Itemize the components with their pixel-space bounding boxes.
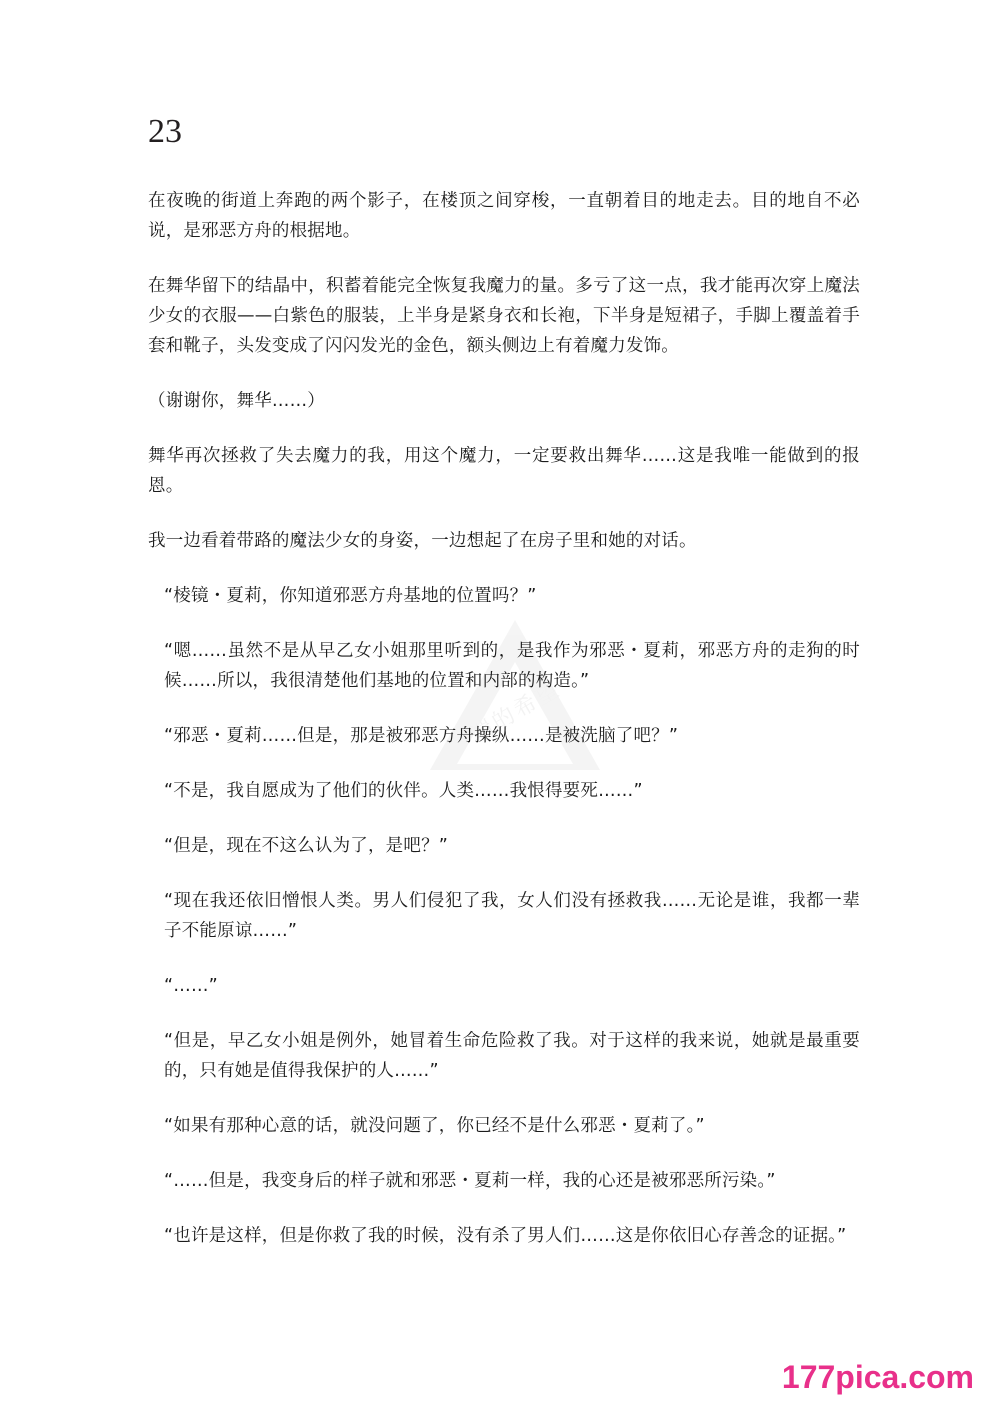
paragraph: 在夜晚的街道上奔跑的两个影子，在楼顶之间穿梭，一直朝着目的地走去。目的地自不必说，是邪恶方舟的根据地。	[148, 191, 860, 241]
site-brand: 177pica.com	[781, 1359, 974, 1395]
paragraph: “但是，现在不这么认为了，是吧？”	[164, 836, 449, 856]
watermark-label: 端的希望	[466, 676, 566, 749]
paragraph: “棱镜・夏莉，你知道邪恶方舟基地的位置吗？”	[164, 586, 537, 606]
paragraph: 在舞华留下的结晶中，积蓄着能完全恢复我魔力的量。多亏了这一点，我才能再次穿上魔法少女的衣服——白紫色的服装，上半身是紧身衣和长袍，下半身是短裙子，手脚上覆盖着手套和靴子，头发变成了闪闪发光的金色，额头侧边上有着魔力发饰。	[148, 276, 860, 356]
paragraph: “如果有那种心意的话，就没问题了，你已经不是什么邪恶・夏莉了。”	[164, 1116, 705, 1136]
paragraph: “邪恶・夏莉……但是，那是被邪恶方舟操纵……是被洗脑了吧？”	[164, 726, 679, 746]
paragraph: “……但是，我变身后的样子就和邪恶・夏莉一样，我的心还是被邪恶所污染。”	[164, 1171, 776, 1191]
chapter-number: 23	[148, 113, 182, 150]
paragraph: 我一边看着带路的魔法少女的身姿，一边想起了在房子里和她的对话。	[148, 531, 697, 551]
paragraph: 舞华再次拯救了失去魔力的我，用这个魔力，一定要救出舞华……这是我唯一能做到的报恩。	[148, 446, 860, 496]
paragraph: “嗯……虽然不是从早乙女小姐那里听到的，是我作为邪恶・夏莉，邪恶方舟的走狗的时候……所以，我很清楚他们基地的位置和内部的构造。”	[164, 641, 860, 691]
paragraph: “但是，早乙女小姐是例外，她冒着生命危险救了我。对于这样的我来说，她就是最重要的，只有她是值得我保护的人……”	[164, 1031, 860, 1081]
paragraph: “也许是这样，但是你救了我的时候，没有杀了男人们……这是你依旧心存善念的证据。”	[164, 1226, 847, 1246]
body-text	[148, 186, 860, 1251]
paragraph: “现在我还依旧憎恨人类。男人们侵犯了我，女人们没有拯救我……无论是谁，我都一辈子不能原谅……”	[164, 891, 860, 941]
page-content	[148, 112, 860, 1276]
paragraph: “不是，我自愿成为了他们的伙伴。人类……我恨得要死……”	[164, 781, 643, 801]
paragraph: （谢谢你，舞华……）	[148, 391, 325, 411]
paragraph: “……”	[164, 976, 218, 996]
